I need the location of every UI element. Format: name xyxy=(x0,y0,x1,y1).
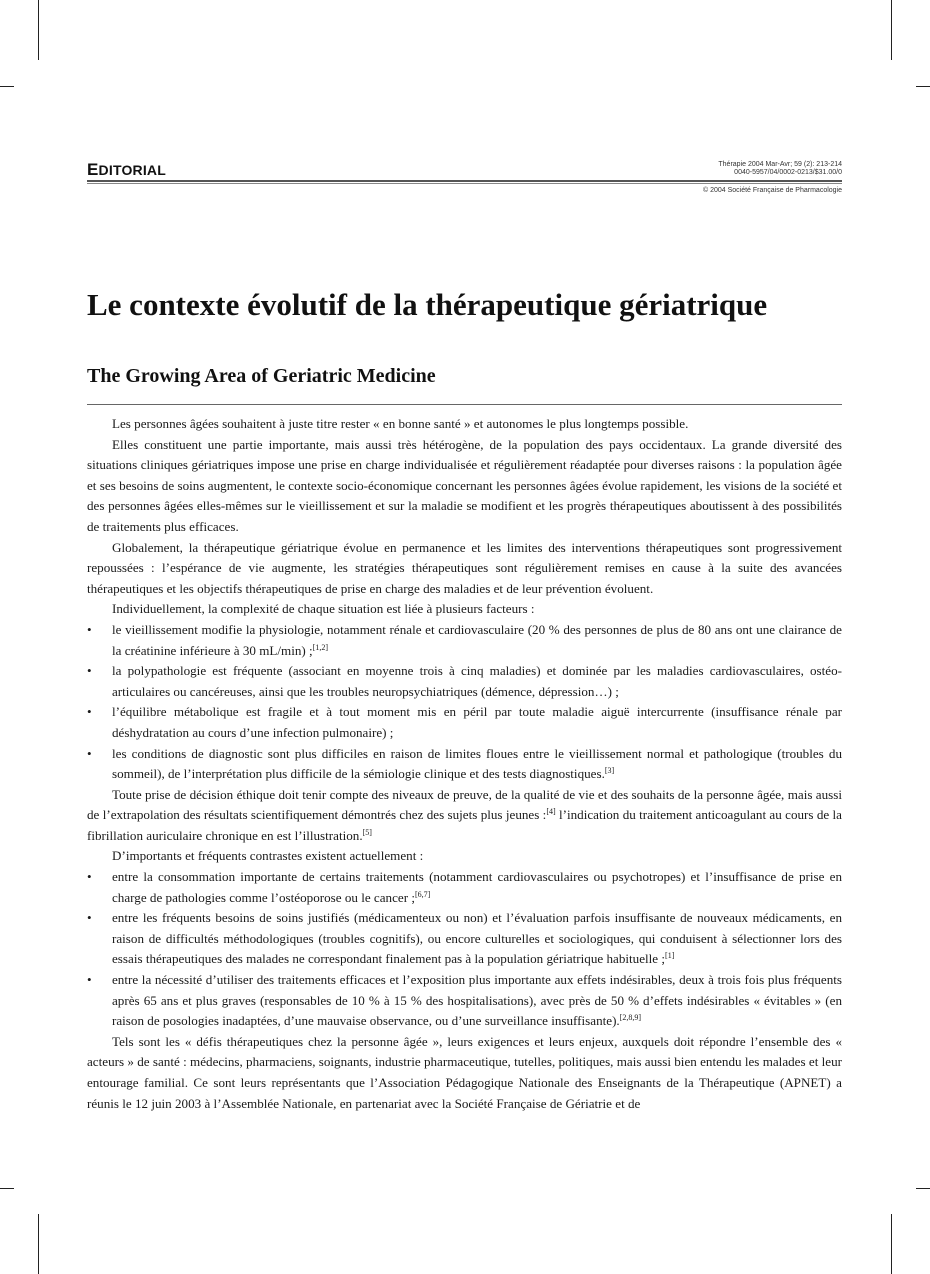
bullet-icon: • xyxy=(87,704,92,720)
citation-line: Thérapie 2004 Mar-Avr; 59 (2): 213-214 xyxy=(718,161,842,168)
crop-mark-bottom-left xyxy=(38,1214,39,1274)
bullet-icon: • xyxy=(87,869,92,885)
crop-mark-left-lower xyxy=(0,1188,14,1189)
paragraph: D’importants et fréquents contrastes existent actuellement : xyxy=(112,848,424,864)
reference: [1] xyxy=(665,951,675,961)
paragraph: Les personnes âgées souhaitent à juste titre rester « en bonne santé » et autonomes le plus longtemps possible. xyxy=(112,416,689,431)
crop-mark-top-right xyxy=(891,0,892,60)
crop-mark-right-upper xyxy=(916,86,930,87)
paragraph: Individuellement, la complexité de chaque situation est liée à plusieurs facteurs : xyxy=(112,601,535,617)
list-item: • entre la nécessité d’utiliser des traitements efficaces et l’exposition plus importante aux effets indésirables, deux à trois fois plus fréquents après 65 ans et plus graves (responsables de 10 % à 15 % des hospitalisations), avec près de 50 % d’effets indésirables « évitables » (en raison de posologies inadaptées, d’une mauvaise observance, ou d’une surveillance insuffisante).[2,8,9] xyxy=(87,972,842,1029)
citation-line: 0040-5957/04/0002-0213/$31.00/0 xyxy=(734,169,842,176)
crop-mark-bottom-right xyxy=(891,1214,892,1274)
bullet-icon: • xyxy=(87,910,92,926)
paragraph: Elles constituent une partie importante, mais aussi très hétérogène, de la population des pays occidentaux. La grande diversité des situations cliniques gériatriques impose une prise en charge individualisée et régulièrement réadaptée pour diverses raisons : la population âgée et ses besoins de soins augmentent, le contexte socio-économique concernant les personnes âgées évolue rapidement, les visions de la société et des personnes âgées elles-mêmes sur le vieillissement et sur la maladie se modifient et les progrès thérapeutiques aboutissent à des possibilités de traitements plus efficaces. xyxy=(87,436,842,534)
crop-mark-top-left xyxy=(38,0,39,60)
paragraph: Globalement, la thérapeutique gériatrique évolue en permanence et les limites des interventions thérapeutiques sont progressivement repoussées : l’espérance de vie augmente, les stratégies thérapeutiques sont régulièrement remises en cause à la suite des avancées thérapeutiques et les objectifs thérapeutiques de prise en charge des maladies et de leur prévention évoluent. xyxy=(87,539,842,596)
reference: [6,7] xyxy=(415,889,431,899)
title-rule xyxy=(87,404,842,405)
article-title: Le contexte évolutif de la thérapeutique gériatrique xyxy=(87,287,768,322)
paragraph: Toute prise de décision éthique doit tenir compte des niveaux de preuve, de la qualité de vie et des souhaits de la personne âgée, mais aussi de l’extrapolation des résultats scientifiquement démontrés chez des sujets plus jeunes :[4] l’indication du traitement anticoagulant au cours de la fibrillation auriculaire chronique en est l’illustration.[5] xyxy=(87,786,842,843)
journal-header xyxy=(87,158,842,198)
header-rule xyxy=(87,180,842,182)
reference: [2,8,9] xyxy=(619,1013,642,1023)
list-item: • les conditions de diagnostic sont plus difficiles en raison de limites floues entre le vieillissement normal et pathologique (troubles du sommeil), de l’interprétation plus difficile de la sémiologie clinique et des tests diagnostiques.[3] xyxy=(87,745,842,782)
reference: [3] xyxy=(604,766,615,776)
paragraph: Tels sont les « défis thérapeutiques chez la personne âgée », leurs exigences et leurs enjeux, auxquels doit répondre l’ensemble des « acteurs » de santé : médecins, pharmaciens, soignants, industrie pharmaceutique, tutelles, politiques, mais aussi bien entendu les malades et leur entourage familial. Ce sont leurs représentants que l’Association Pédagogique Nationale des Enseignants de la Thérapeutique (APNET) a réunis le 12 juin 2003 à l’Assemblée Nationale, en partenariat avec la Société Française de Gériatrie et de xyxy=(87,1033,842,1111)
bullet-icon: • xyxy=(87,972,92,988)
crop-mark-left-upper xyxy=(0,86,14,87)
list-item: • entre la consommation importante de certains traitements (notamment cardiovasculaires ou psychotropes) et l’insuffisance de prise en charge de pathologies comme l’ostéoporose ou le cancer ;[6,7] xyxy=(87,869,842,905)
list-item: • la polypathologie est fréquente (associant en moyenne trois à cinq maladies) et dominée par les maladies cardiovasculaires, ostéo-articulaires ou cancéreuses, ainsi que les troubles neuropsychiatriques (démence, dépression…) ; xyxy=(87,663,842,699)
reference: [5] xyxy=(362,827,372,837)
reference: [1,2] xyxy=(312,642,329,652)
list-item: • le vieillissement modifie la physiologie, notamment rénale et cardiovasculaire (20 % des personnes de plus de 80 ans ont une clairance de la créatinine inférieure à 30 mL/min) ;[1,2] xyxy=(87,621,842,658)
section-label: EDITORIAL xyxy=(87,160,166,179)
bullet-icon: • xyxy=(87,745,92,761)
bullet-icon: • xyxy=(87,663,92,679)
bullet-icon: • xyxy=(87,621,92,637)
reference: [4] xyxy=(546,807,556,817)
citation-block xyxy=(718,161,842,177)
crop-mark-right-lower xyxy=(916,1188,930,1189)
header-rule-thin xyxy=(87,183,842,184)
article-body xyxy=(87,414,842,1114)
list-item: • l’équilibre métabolique est fragile et à tout moment mis en péril par toute maladie aiguë intercurrente (insuffisance rénale par déshydratation au cours d’une infection pulmonaire) ; xyxy=(87,704,842,740)
list-item: • entre les fréquents besoins de soins justifiés (médicamenteux ou non) et l’évaluation parfois insuffisante de nouveaux médicaments, en raison de difficultés méthodologiques (troubles cognitifs), ou encore culturelles et sociologiques, qui conduisent à sélectionner lors des essais thérapeutiques des malades ne correspondant finalement pas à la population gériatrique habituelle ;[1] xyxy=(87,910,842,967)
factors-list xyxy=(87,620,842,785)
copyright: © 2004 Société Française de Pharmacologie xyxy=(702,187,842,194)
article-subtitle: The Growing Area of Geriatric Medicine xyxy=(87,365,436,387)
contrasts-list xyxy=(87,867,842,1032)
